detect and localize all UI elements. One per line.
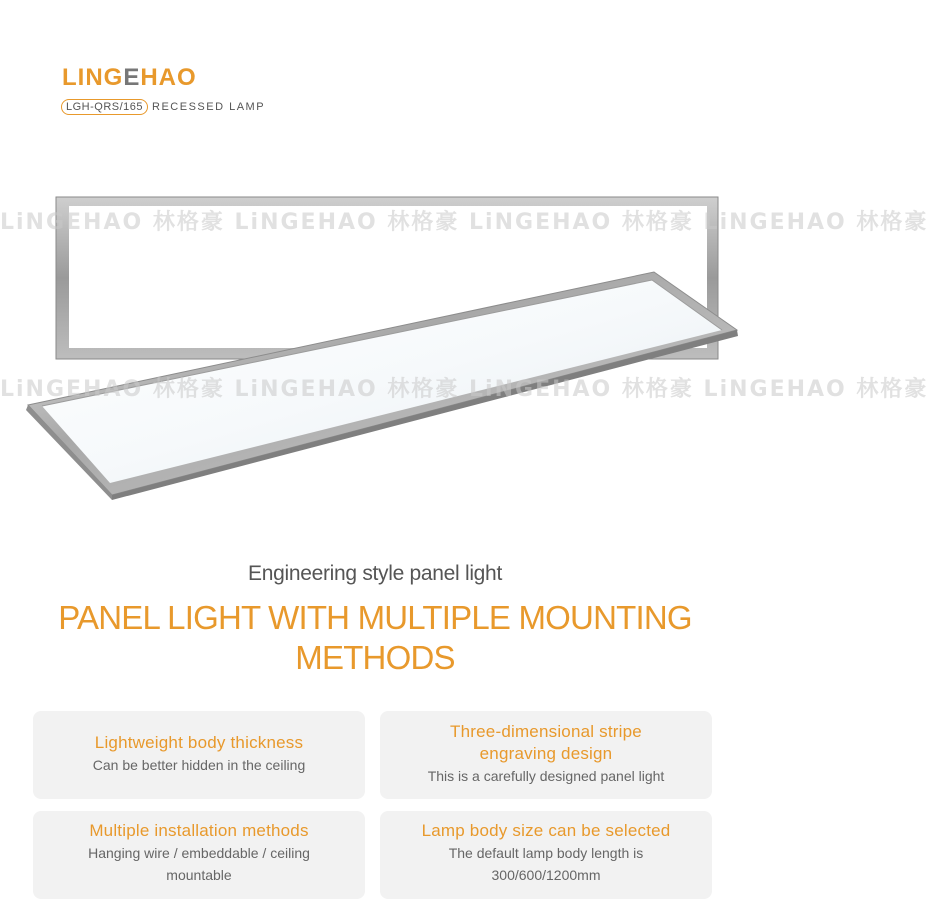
- brand-part-hao: HAO: [140, 64, 197, 91]
- feature-title: Lightweight body thickness: [94, 733, 304, 752]
- feature-card-thickness: [33, 711, 365, 799]
- feature-card-size: [380, 811, 712, 899]
- feature-text: Hanging wire / embeddable / ceiling mountable: [88, 845, 310, 883]
- brand-part-e: E: [123, 64, 141, 91]
- feature-text: Can be better hidden in the ceiling: [92, 757, 306, 773]
- headline: PANEL LIGHT WITH MULTIPLE MOUNTING METHODS: [58, 599, 692, 676]
- brand-logo: [62, 64, 197, 92]
- brand-part-ling: LING: [62, 64, 124, 91]
- model-description: RECESSED LAMP: [152, 101, 266, 113]
- feature-card-engraving: [380, 711, 712, 799]
- watermark-bottom: LiNGEHAO 林格豪 LiNGEHAO 林格豪 LiNGEHAO 林格豪 LiNGEHAO 林格豪: [0, 377, 928, 402]
- feature-text: This is a carefully designed panel light: [427, 768, 665, 784]
- feature-title: Multiple installation methods: [89, 821, 309, 840]
- watermark-top: LiNGEHAO 林格豪 LiNGEHAO 林格豪 LiNGEHAO 林格豪 LiNGEHAO 林格豪: [0, 210, 928, 235]
- feature-title: Three-dimensional stripe engraving design: [450, 722, 642, 763]
- feature-card-installation: [33, 811, 365, 899]
- feature-title: Lamp body size can be selected: [421, 821, 671, 840]
- product-image: [0, 160, 928, 540]
- model-line: [61, 99, 265, 115]
- subtitle: Engineering style panel light: [248, 562, 502, 585]
- feature-text: The default lamp body length is 300/600/1200mm: [448, 845, 644, 883]
- model-code-badge: LGH-QRS/165: [61, 99, 148, 115]
